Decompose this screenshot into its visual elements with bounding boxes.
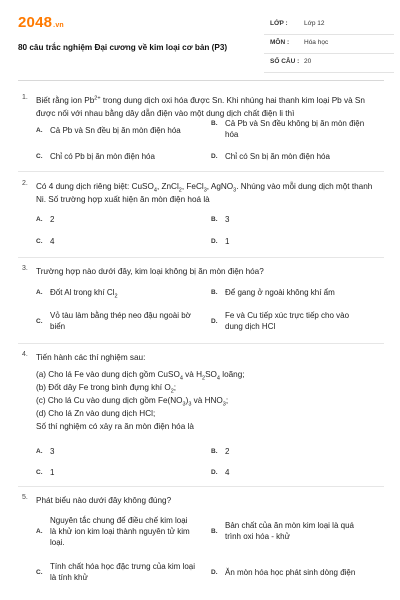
question-number: 5. bbox=[22, 494, 28, 501]
question-number: 2. bbox=[22, 180, 28, 187]
question-divider bbox=[18, 343, 384, 344]
document-header bbox=[18, 12, 384, 74]
meta-label: SỐ CÂU : bbox=[270, 58, 300, 65]
meta-value: Hóa học bbox=[304, 39, 329, 46]
meta-value: Lớp 12 bbox=[304, 20, 325, 27]
site-logo[interactable]: 2048.vn bbox=[18, 14, 64, 31]
experiment-line: (d) Cho lá Zn vào dung dịch HCl; bbox=[36, 409, 156, 418]
question-text: Phát biểu nào dưới đây không đúng? bbox=[36, 496, 172, 505]
question-text: Biết rằng ion $Pb^{2+}$ trong dung dịch oxi hóa được Sn. Khi nhúng hai thanh kim loại Pb và Sn được nối với nhau bằng dây dẫn điện vào một dung dịch chất điện li thì bbox=[36, 95, 365, 118]
document-title: 80 câu trắc nghiệm Đại cương về kim loại cơ bản (P3) bbox=[18, 43, 228, 52]
experiment-line: (a) Cho lá Fe vào dung dịch gồm CuSO$_4$ và $H_2SO_4$ loãng; bbox=[36, 370, 245, 382]
meta-row-count bbox=[264, 54, 394, 73]
question-text: Trường hợp nào dưới đây, kim loại không bị ăn mòn điện hóa? bbox=[36, 267, 264, 276]
document-page: 2048.vn 80 câu trắc nghiệm Đại cương về kim loại cơ bản (P3) LỚP : Lớp 12 MÔN : Hóa học SỐ CÂU : 20 1. Biết rằng ion $Pb^{2+}$ trong dung dịch oxi hóa được Sn. Khi nhúng hai thanh kim loại Pb và Sn được nối với nhau bằng dây dẫn điện vào một dung dịch chất điện li thì A. Cả Pb và Sn đều bị ăn mòn điện hóa B. Cả Pb và Sn đều không bị ăn mòn điện hóa C. Chỉ có Pb bị ăn mòn điện hóa D. Chỉ có Sn bị ăn mòn điện hóa 2. Có 4 dung dịch riêng biệt: CuSO$_4$, ZnCl$_2$, FeCl$_3$, AgNO$_3$. Nhúng vào mỗi dung dịch một thanh Ni. Số trường hợp xuất hiện ăn mòn điện hoá là A. 2 B. 3 C. 4 D. 1 3. Trường hợp nào dưới đây, kim loại không bị ăn mòn điện hóa? A. Đốt Al trong khí $Cl_2$ B. Để gang ở ngoài không khí ẩm C. Vỏ tàu làm bằng thép neo đậu ngoài bờ biển D. Fe và Cu tiếp xúc trực tiếp cho vào dung dịch HCl 4. Tiến hành các thí nghiệm sau: (a) Cho lá Fe vào dung dịch gồm CuSO$_4$ và $H_2SO_4$ loãng; (b) Đốt dây Fe trong bình đựng khí $O_2$; (c) Cho lá Cu vào dung dịch gồm $Fe(NO_3)_3$ và $HNO_3$; (d) Cho lá Zn vào dung dịch HCl; Số thí nghiệm có xảy ra ăn mòn điện hóa là A. 3 B. 2 C. 1 D. 4 5. Phát biểu nào dưới đây không đúng? A. Nguyên tắc chung để điều chế kim loại là khử ion kim loại thành nguyên tử kim loại. B. Bản chất của ăn mòn kim loại là quá trình oxi hóa - khử C. Tính chất hóa học đặc trưng của kim loại là tính khử D. Ăn mòn hóa học phát sinh dòng điện bbox=[0, 0, 400, 600]
meta-table bbox=[264, 16, 394, 73]
experiment-line: (c) Cho lá Cu vào dung dịch gồm $Fe(NO_3)_3$ và $HNO_3$; bbox=[36, 396, 229, 408]
question-divider bbox=[18, 171, 384, 172]
meta-row-subject bbox=[264, 35, 394, 54]
question-text: Tiến hành các thí nghiệm sau: bbox=[36, 353, 146, 362]
question-number: 3. bbox=[22, 265, 28, 272]
meta-value: 20 bbox=[304, 58, 312, 65]
question-number: 4. bbox=[22, 351, 28, 358]
experiment-line: Số thí nghiệm có xảy ra ăn mòn điện hóa là bbox=[36, 422, 194, 431]
experiment-list bbox=[36, 368, 380, 433]
meta-label: LỚP : bbox=[270, 20, 288, 27]
meta-label: MÔN : bbox=[270, 39, 290, 46]
meta-row-class bbox=[264, 16, 394, 35]
question-number: 1. bbox=[22, 94, 28, 101]
question-text: Có 4 dung dịch riêng biệt: CuSO$_4$, ZnCl$_2$, FeCl$_3$, AgNO$_3$. Nhúng vào mỗi dung dịch một thanh Ni. Số trường hợp xuất hiện ăn mòn điện hoá là bbox=[36, 182, 373, 204]
question-divider bbox=[18, 257, 384, 258]
header-divider bbox=[18, 80, 384, 81]
question-divider bbox=[18, 486, 384, 487]
experiment-line: (b) Đốt dây Fe trong bình đựng khí $O_2$; bbox=[36, 383, 177, 395]
